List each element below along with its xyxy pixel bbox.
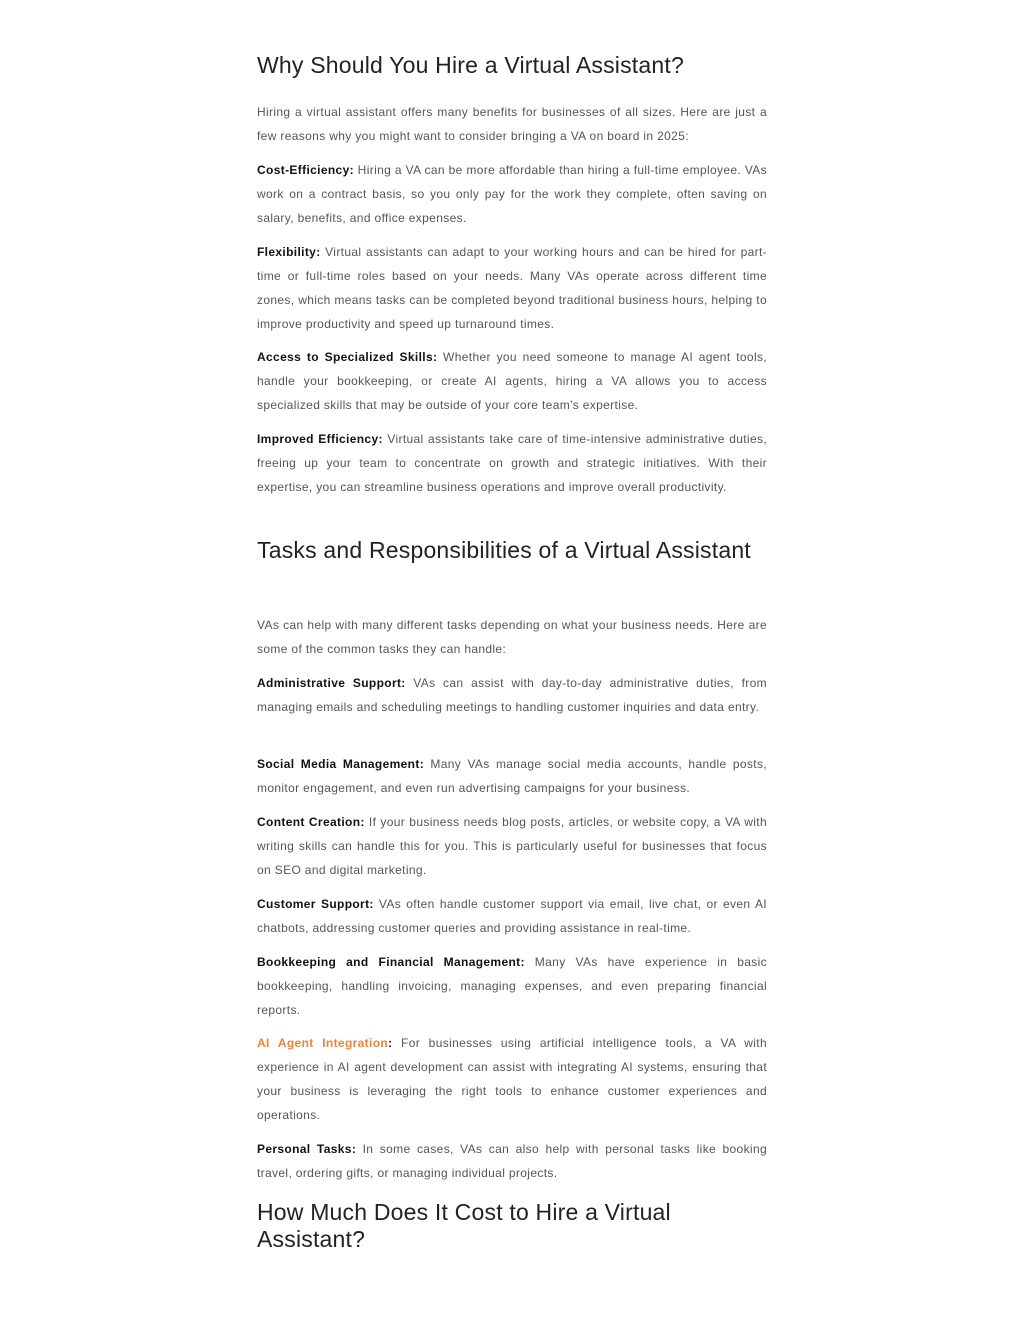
task-term: Customer Support: — [257, 897, 374, 911]
section-heading-tasks: Tasks and Responsibilities of a Virtual Assistant — [257, 537, 751, 563]
task-text: VAs often handle customer support via email, live chat, or even AI chatbots, addressing customer queries and providing assistance in real-time. — [257, 897, 767, 935]
task-paragraph-personal-tasks — [257, 1137, 767, 1185]
task-text: For businesses using artificial intelligence tools, a VA with experience in AI agent development can assist with integrating AI systems, ensuring that your business is leveraging the right tools to enhance customer experiences and operations. — [257, 1036, 768, 1122]
benefit-text: Virtual assistants take care of time-intensive administrative duties, freeing up your team to concentrate on growth and strategic initiatives. With their expertise, you can streamline business operations and improve overall productivity. — [257, 432, 767, 494]
benefit-text: Whether you need someone to manage AI agent tools, handle your bookkeeping, or create AI agents, hiring a VA allows you to access specialized skills that may be outside of your core team's expertise. — [257, 350, 767, 412]
benefit-paragraph-specialized-skills — [257, 345, 767, 417]
intro-paragraph: Hiring a virtual assistant offers many benefits for businesses of all sizes. Here are just a few reasons why you might want to consider bringing a VA on board in 2025: — [257, 105, 767, 143]
benefit-term: Improved Efficiency: — [257, 432, 383, 446]
task-text: In some cases, VAs can also help with personal tasks like booking travel, ordering gifts, or managing individual projects. — [257, 1142, 767, 1180]
task-text: VAs can assist with day-to-day administrative duties, from managing emails and scheduling meetings to handling customer inquiries and data entry. — [257, 676, 767, 714]
benefit-term: Access to Specialized Skills: — [257, 350, 438, 364]
task-text: Many VAs have experience in basic bookkeeping, handling invoicing, managing expenses, and even preparing financial reports. — [257, 955, 767, 1017]
task-term: Content Creation: — [257, 815, 365, 829]
benefit-paragraph-flexibility — [257, 240, 767, 336]
benefit-term: Flexibility: — [257, 245, 321, 259]
benefit-text: Virtual assistants can adapt to your working hours and can be hired for part-time or full-time roles based on your needs. Many VAs operate across different time zones, which means tasks can be completed beyond traditional business hours, helping to improve productivity and speed up turnaround times. — [257, 245, 767, 331]
ai-agent-integration-link[interactable]: AI Agent Integration — [257, 1036, 389, 1050]
intro-paragraph: VAs can help with many different tasks depending on what your business needs. Here are some of the common tasks they can handle: — [257, 618, 767, 656]
task-paragraph-social-media — [257, 752, 767, 800]
task-paragraph-administrative — [257, 671, 767, 719]
task-paragraph-bookkeeping — [257, 950, 767, 1022]
benefit-text: Hiring a VA can be more affordable than hiring a full-time employee. VAs work on a contract basis, so you only pay for the work they complete, often saving on salary, benefits, and office expenses. — [257, 163, 767, 225]
task-term: Administrative Support: — [257, 676, 406, 690]
task-text: Many VAs manage social media accounts, handle posts, monitor engagement, and even run advertising campaigns for your business. — [257, 757, 767, 795]
benefit-paragraph-improved-efficiency — [257, 427, 767, 499]
section-heading-cost: How Much Does It Cost to Hire a Virtual Assistant? — [257, 1199, 671, 1252]
section-heading-why-hire: Why Should You Hire a Virtual Assistant? — [257, 52, 684, 78]
task-paragraph-customer-support — [257, 892, 767, 940]
task-term: Bookkeeping and Financial Management: — [257, 955, 525, 969]
task-term: Social Media Management: — [257, 757, 425, 771]
benefit-paragraph-cost-efficiency — [257, 158, 767, 230]
task-paragraph-content-creation — [257, 810, 767, 882]
task-text: If your business needs blog posts, articles, or website copy, a VA with writing skills can handle this for you. This is particularly useful for businesses that focus on SEO and digital marketing. — [257, 815, 768, 877]
task-paragraph-ai-agent-integration — [257, 1031, 767, 1127]
task-term: Personal Tasks: — [257, 1142, 357, 1156]
task-term-colon: : — [388, 1036, 393, 1050]
benefit-term: Cost-Efficiency: — [257, 163, 354, 177]
